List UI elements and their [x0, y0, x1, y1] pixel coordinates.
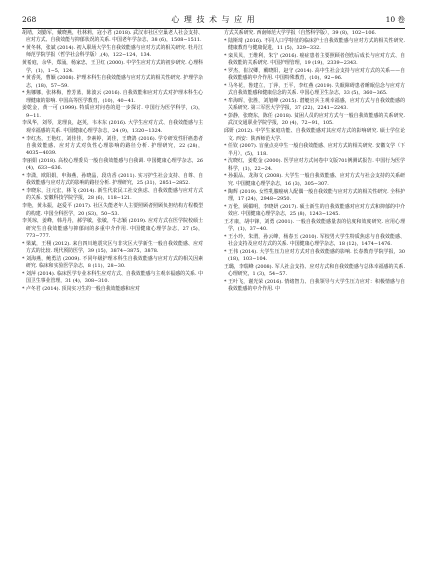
reference-entry: * 黄香英，曹颖 (2008). 护理本科生自我效能感与应对方式的相关性研究. 护理学杂志，(18)，57−59. [22, 75, 203, 89]
reference-entry: 王才康，胡中锋，刘勇 (2001). 一般自我效能感量表的信度和效度研究. 应用心理学，(1)，37−40. [224, 218, 405, 233]
reference-entry: * 彭静，张晓东，陈任 (2018). 贫困人员的应对方式与一般自我效能感的关系研究. 武汉交通职业学院学报，20 (4)，72−91，105. [224, 113, 405, 127]
reference-entry: * 罗杰，崔汉卿，戴晓阳，赵守 (2014). 高中生社会支持与应对方式的关系——自我效能感的中介作用. 中国特殊教育，(10)，92−96. [224, 67, 405, 82]
volume-label: 10 卷 [385, 15, 405, 24]
reference-entry: * 牟海晖，张胜，刘旭峰 (2015). 潜艇官兵主观幸福感，应对方式与自我效能感的关系研究. 第三军医大学学报，37 (22)，2241−2243. [224, 98, 405, 112]
reference-column-left [22, 30, 203, 294]
reference-entry: 李丽娟 (2018). 高校心理委员一般自我效能感与自我调. 中国健康心理学杂志，26 (4)，633−636. [22, 157, 203, 172]
reference-column-right [224, 30, 405, 294]
reference-entry: * 李潇，欧阳娟，申海燕，孙晓晶，段功香 (2011). 实习护生社会支持、自尊、自我效能感与应对方式的影响的路径分析. 护理研究，25 (31)，2851−2852. [22, 173, 203, 187]
reference-entry: * 卢冬君 (2014). 顶岗实习生的一般自我效能感和应对 [22, 285, 140, 292]
reference-entry: 李凤华，刘琴，龙理良，赵英，韦本东 (2016). 大学生应对方式、自我效能感与主观幸福感的关系. 中国健康心理学杂志，24 (9)，1320−1324. [22, 120, 203, 134]
reference-entry: * 陆斯琦 (2016). 不同人口学特征的临床护士自我效能感与应对方式的相关性研究. 健康教育与健康促进，11 (5)，329−332. [224, 37, 405, 52]
page-number: 268 [22, 15, 37, 24]
reference-entry: * 王小玲，朱渭，孙云峰，杨春玉 (2010). 军校男大学生特质焦虑与自我效能感、社会支持及应对方式的关系. 中国健康心理学杂志，18 (12)，1474−1476. [224, 233, 405, 248]
reference-entry: * 李晓东，汪元宏，林飞 (2014). 新生代农民工社交焦虑、自我效能感与应对方式的关系. 安徽科技学院学报，28 (6)，118−121. [22, 188, 203, 202]
reference-entry: 邱妍 (2012). 中学生家庭功能、自我效能感对其应对方式的影响研究. 硕士学位论文. 西安：陕西师范大学. [224, 128, 405, 142]
reference-entry: * 刘萍 (2014). 临床医学专业本科生应对方式、自我效能感与主观幸福感的关系. 中国卫生事业管理，31 (4)，308−310. [22, 270, 203, 285]
reference-entry: * 王伟 (2014). 大学生压力应对方式对自我效能感的影响. 长春教育学院学报，30 (18)，103−104. [224, 248, 405, 263]
reference-entry: * 栾贝贝，王维利，朱宁 (2016). 癌症患者主要照顾者创伤后成长与应对方式、自我效能的关系研究. 中国护理管理，19 (19)，2339−2343. [224, 52, 405, 67]
reference-entry: * 万伦，顾媚明，李晓妍 (2017). 硕士新生的自我效能感对应对方式和抑郁的中介效应. 中国健康心理学杂志，25 (8)，1243−1245. [224, 203, 405, 217]
reference-entry: 李艳，黄永振，赵爱平 (2017). 社区失能老年人主要照顾者照顾负担结构方程模型的构建. 中国全科医学，20 (S3)，50−53. [22, 203, 203, 217]
reference-entry: * 沈晓红，姜乾金 (2000). 医学应对方式问卷中文版701例测试报告. 中国行为医学科学，(1)，22−24. [224, 158, 405, 172]
reference-entry: 方式关系研究. 西南师范大学学报（自然科学版），39 (8)，102−106. [224, 30, 377, 36]
reference-entry: 李英琼，姜峰，韩丹丹，郝学敏，张敏，牛志颖 (2019). 应对方式在医学院校硕士研究生自我效能感与抑郁间的多重中介作用. 中国健康心理学杂志，27 (5)，773−777. [22, 218, 203, 239]
reference-entry: * 王叶飞，谢光荣 (2016). 情绪智力、自我领导与大学生压力应对：积极情感与自我效能感的中介作用. 中 [224, 278, 405, 293]
reference-entry: 黄希庭，余华，郑涌，杨家忠，王卫红 (2000). 中学生应对方式的初步研究. 心理科学，(1)，1−5，124. [22, 60, 203, 74]
reference-entry: * 孙振品，龙海文 (2008). 大学生一般自我效能感、应对方式与社会支持的关系研究. 中国健康心理学杂志，16 (3)，305−307. [224, 173, 405, 187]
reference-entry: * 任钦 (2007). 盲童点亮中生一般自我效能感、应对方式的相关研究. 安徽文学（下半月），(5)，118. [224, 143, 405, 157]
reference-entry: * 李红杰，王艳红，刘佳佳，李素婷，刘佳，王晓鸽 (2016). 学专研发性肝癌患者自我效能感、应对方式对负性心理影响的路径分析. 护理研究，22 (28)，4035−4039. [22, 135, 203, 157]
reference-entry: 胡靖，刘勤军，戴晓燕，杜林莉，寇小君 (2018). 武汉市社区空巢老人社会支持、应对方式、自我效能与抑郁状况的关系. 中国老年学杂志，38 (6)，1508−1511. [22, 30, 203, 44]
reference-entry: * 刘海燕，鲍勇洁 (2009). 不同年级护理本科生自我效能感与应对方式的相关因素研究. 临床和实验医学杂志，8 (11)，28−30. [22, 255, 203, 270]
reference-entry: * 焦娜娜，张林梅，曾芳蓝，陈波云 (2016). 自我效能和应对方式对护理本科生心理健康的影响. 中国高等医学教育，(10)，40−41. [22, 90, 203, 104]
journal-title: 心 理 技 术 与 应 用 [171, 15, 256, 24]
reference-entry: * 陶辉 (2019). 女性乳腺癌病人配偶一般自我效能与应对方式的相关性研究. 全科护理，17 (24)，2948−2950. [224, 188, 405, 202]
reference-entry: * 黄冬林，张斌 (2014). 初入职场大学生自我效能感与应对方式的相关研究. 牡丹江师范学院学报（哲学社会科学版）,(4)，122−124，134. [22, 45, 203, 59]
reference-entry: * 梁斌，王栩 (2012). 来自四川地震灾区与非灾区大学新生一般自我效能感、应对方式的比较. 现代预防医学，39 (15)，3874−3875，3878. [22, 240, 203, 255]
reference-entry: 姜乾金，黄一可 (1999). 特质应对问卷的进一步探讨. 中国行为医学科学，(3)，9−11. [22, 105, 203, 119]
reference-entry: 王璐，李瑞峰 (2008). 军人社会支持、应对方式和自我效能感与总体幸福感的关系. 心理研究，1 (3)，54−57. [224, 263, 405, 278]
reference-entry: * 马冬花，鲁建立，丁萍，王平，李红燕 (2019). 失眠障碍患者睡眠信念与应对方式自我效能感和健康信念的关系. 中国心理卫生杂志，33 (5)，360−365. [224, 82, 405, 97]
running-header [22, 14, 405, 29]
